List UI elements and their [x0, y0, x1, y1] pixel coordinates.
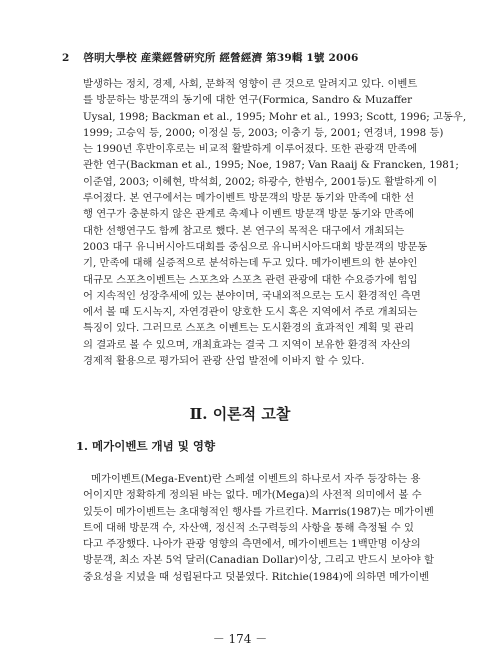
text-line: 대한 선행연구도 함께 참고로 했다. 본 연구의 목적은 대구에서 개최되는: [83, 224, 405, 237]
text-line: 는 1990년 후반이후로는 비교적 활발하게 이루어졌다. 또한 관광객 만족에: [83, 143, 418, 156]
text-line: 중요성을 지녔을 때 성립된다고 덧붙였다. Ritchie(1984)에 의하면 메가이벤: [83, 570, 430, 583]
body-paragraph-1: [83, 76, 467, 369]
text-line: 에서 볼 때 도시녹지, 자연경관이 양호한 도시 혹은 지역에서 주로 개최되는: [83, 306, 418, 319]
text-line: 대규모 스포츠이벤트는 스포츠와 스포츠 관련 관광에 대한 수요증가에 힘입: [83, 273, 418, 286]
text-line: 이준엽, 2003; 이혜현, 박석희, 2002; 하광수, 한범수, 2001등)도 활발하게 이: [83, 175, 438, 188]
body-paragraph-2: [83, 471, 434, 585]
page-folio: － 174 －: [212, 632, 268, 646]
text-line: 를 방문하는 방문객의 동기에 대한 연구(Formica, Sandro & Muzaffer: [83, 94, 413, 107]
section-heading: Ⅱ. 이론적 고찰: [189, 405, 291, 423]
text-line: 트에 대해 방문객 수, 자산액, 정신적 소구력등의 사항을 통해 측정될 수 있: [83, 521, 415, 534]
text-line: 있듯이 메가이벤트는 초대형적인 행사를 가르킨다. Marris(1987)는 메가이벤: [83, 505, 434, 518]
text-line: 방문객, 최소 자본 5억 달러(Canadian Dollar)이상, 그리고 반드시 보아야 할: [83, 554, 434, 567]
text-line: 의 결과로 볼 수 있으며, 개최효과는 결국 그 지역이 보유한 환경적 자산의: [83, 338, 411, 351]
text-line: 기, 만족에 대해 실증적으로 분석하는데 두고 있다. 메가이벤트의 한 분야인: [83, 257, 418, 270]
text-line: 관한 연구(Backman et al., 1995; Noe, 1987; Van Raaij & Francken, 1981;: [83, 159, 459, 172]
text-line: 1999; 고승익 등, 2000; 이정실 등, 2003; 이충기 등, 2001; 연경녀, 1998 등): [83, 126, 444, 139]
text-line: Uysal, 1998; Backman et al., 1995; Mohr et al., 1993; Scott, 1996; 고동우,: [83, 110, 467, 123]
header-page-number: 2: [62, 52, 70, 64]
text-line: 메가이벤트(Mega-Event)란 스페셜 이벤트의 하나로서 자주 등장하는 용: [91, 473, 421, 485]
text-line: 2003 대구 유니버시아드대회를 중심으로 유니버시아드대회 방문객의 방문동: [83, 240, 428, 253]
text-line: 루어졌다. 본 연구에서는 메가이벤트 방문객의 방문 동기와 만족에 대한 선: [83, 192, 415, 205]
text-line: 발생하는 정치, 경제, 사회, 문화적 영향이 큰 것으로 알려지고 있다. 이벤트: [83, 78, 418, 90]
header-journal-title: 啓明大學校 産業經營硏究所 經營經濟 第39輯 1號 2006: [83, 52, 359, 64]
text-line: 특징이 있다. 그러므로 스포츠 이벤트는 도시환경의 효과적인 계획 및 관리: [83, 322, 415, 335]
text-line: 행 연구가 충분하지 않은 관계로 축제나 이벤트 방문객 방문 동기와 만족에: [83, 208, 415, 221]
text-line: 다고 주장했다. 나아가 관광 영향의 측면에서, 메가이벤트는 1백만명 이상의: [83, 538, 421, 551]
text-line: 경제적 활용으로 평가되어 관광 산업 발전에 이바지 할 수 있다.: [83, 355, 365, 368]
text-line: 어 지속적인 성장추세에 있는 분야이며, 국내외적으로는 도시 환경적인 측면: [83, 289, 421, 302]
text-line: 어이지만 정확하게 정의된 바는 없다. 메가(Mega)의 사전적 의미에서 볼 수: [83, 489, 422, 502]
running-header: [62, 50, 359, 65]
subsection-heading: 1. 메가이벤트 개념 및 영향: [76, 439, 216, 453]
